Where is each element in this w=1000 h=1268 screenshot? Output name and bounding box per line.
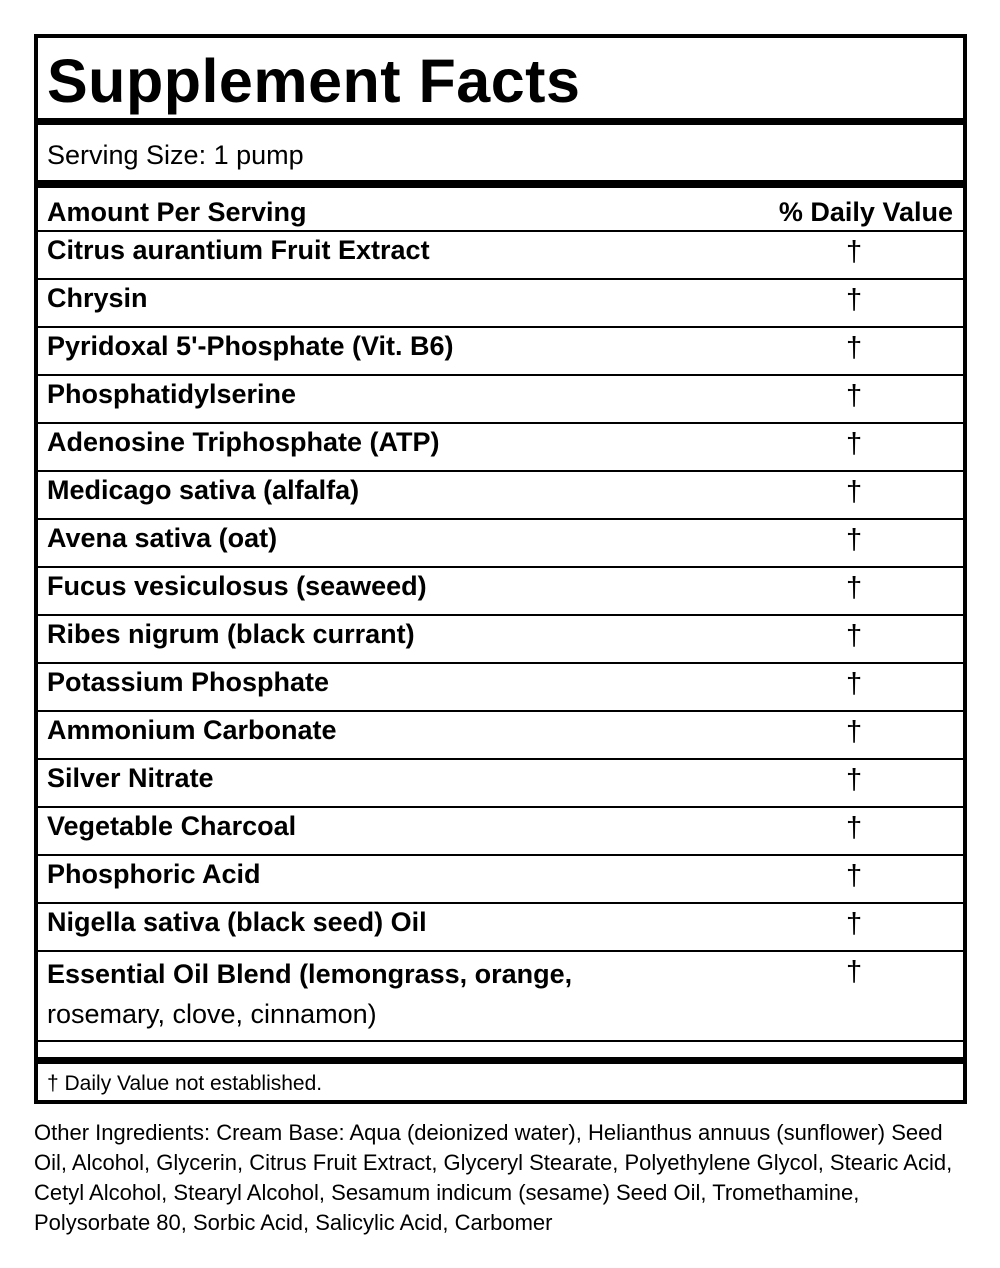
ingredient-row [38,808,963,856]
daily-value-dagger: † [846,524,863,556]
ingredient-name: Chrysin [47,283,148,313]
column-header-row [38,188,963,232]
serving-size: Serving Size: 1 pump [47,140,304,170]
ingredient-name: Medicago sativa (alfalfa) [47,475,360,505]
ingredient-name: Silver Nitrate [47,763,214,793]
daily-value-dagger: † [846,908,863,940]
daily-value-dagger: † [846,668,863,700]
ingredient-name: Phosphatidylserine [47,379,297,409]
divider-footer [38,1057,963,1064]
ingredient-row [38,712,963,760]
other-ingredients: Other Ingredients: Cream Base: Aqua (deionized water), Helianthus annuus (sunflower) Seed Oil, Alcohol, Glycerin, Citrus Fruit Extract, Glyceryl Stearate, Polyethylene Glycol, Stearic Acid, Cetyl Alcohol, Stearyl Alcohol, Sesamum indicum (sesame) Seed Oil, Tromethamine, Polysorbate 80, Sorbic Acid, Salicylic Acid, Carbomer [34,1120,953,1235]
ingredient-name: Pyridoxal 5'-Phosphate (Vit. B6) [47,331,454,361]
panel-title: Supplement Facts [47,47,581,115]
ingredient-row [38,520,963,568]
ingredient-row [38,904,963,952]
daily-value-dagger: † [846,716,863,748]
daily-value-dagger: † [846,380,863,412]
daily-value-dagger: † [846,476,863,508]
divider-heavy [38,180,963,188]
ingredient-name: Vegetable Charcoal [47,811,297,841]
ingredient-name: Adenosine Triphosphate (ATP) [47,427,440,457]
ingredient-row [38,664,963,712]
daily-value-dagger: † [846,284,863,316]
ingredient-name: Phosphoric Acid [47,859,261,889]
divider-thick [38,118,963,125]
ingredient-row [38,376,963,424]
ingredient-name: Nigella sativa (black seed) Oil [47,907,427,937]
daily-value-dagger: † [846,428,863,460]
ingredient-row [38,616,963,664]
ingredient-name: Ribes nigrum (black currant) [47,619,415,649]
daily-value-dagger: † [846,764,863,796]
daily-value-dagger: † [846,812,863,844]
ingredient-row [38,760,963,808]
ingredient-row [38,280,963,328]
daily-value-dagger: † [846,572,863,604]
ingredient-list [38,232,963,952]
ingredient-name: Avena sativa (oat) [47,523,278,553]
daily-value-dagger: † [846,332,863,364]
ingredient-row [38,328,963,376]
ingredient-name: Fucus vesiculosus (seaweed) [47,571,427,601]
ingredient-row [38,856,963,904]
ingredient-name: Citrus aurantium Fruit Extract [47,235,430,265]
daily-value-dagger: † [846,956,863,988]
blend-line-1: Essential Oil Blend (lemongrass, orange, [47,959,573,989]
blend-line-2: rosemary, clove, cinnamon) [47,999,377,1029]
ingredient-row [38,232,963,280]
footnote: † Daily Value not established. [47,1072,323,1095]
daily-value-dagger: † [846,620,863,652]
ingredient-row [38,424,963,472]
supplement-facts-panel [34,34,967,1104]
amount-per-serving-header: Amount Per Serving [47,197,307,227]
ingredient-name [47,954,572,1034]
ingredient-row [38,568,963,616]
ingredient-row [38,472,963,520]
daily-value-dagger: † [846,236,863,268]
ingredient-name: Potassium Phosphate [47,667,330,697]
ingredient-row-essential-oil-blend [38,952,963,1042]
daily-value-header: % Daily Value [778,197,953,227]
daily-value-dagger: † [846,860,863,892]
ingredient-name: Ammonium Carbonate [47,715,337,745]
spacer [38,1042,963,1057]
